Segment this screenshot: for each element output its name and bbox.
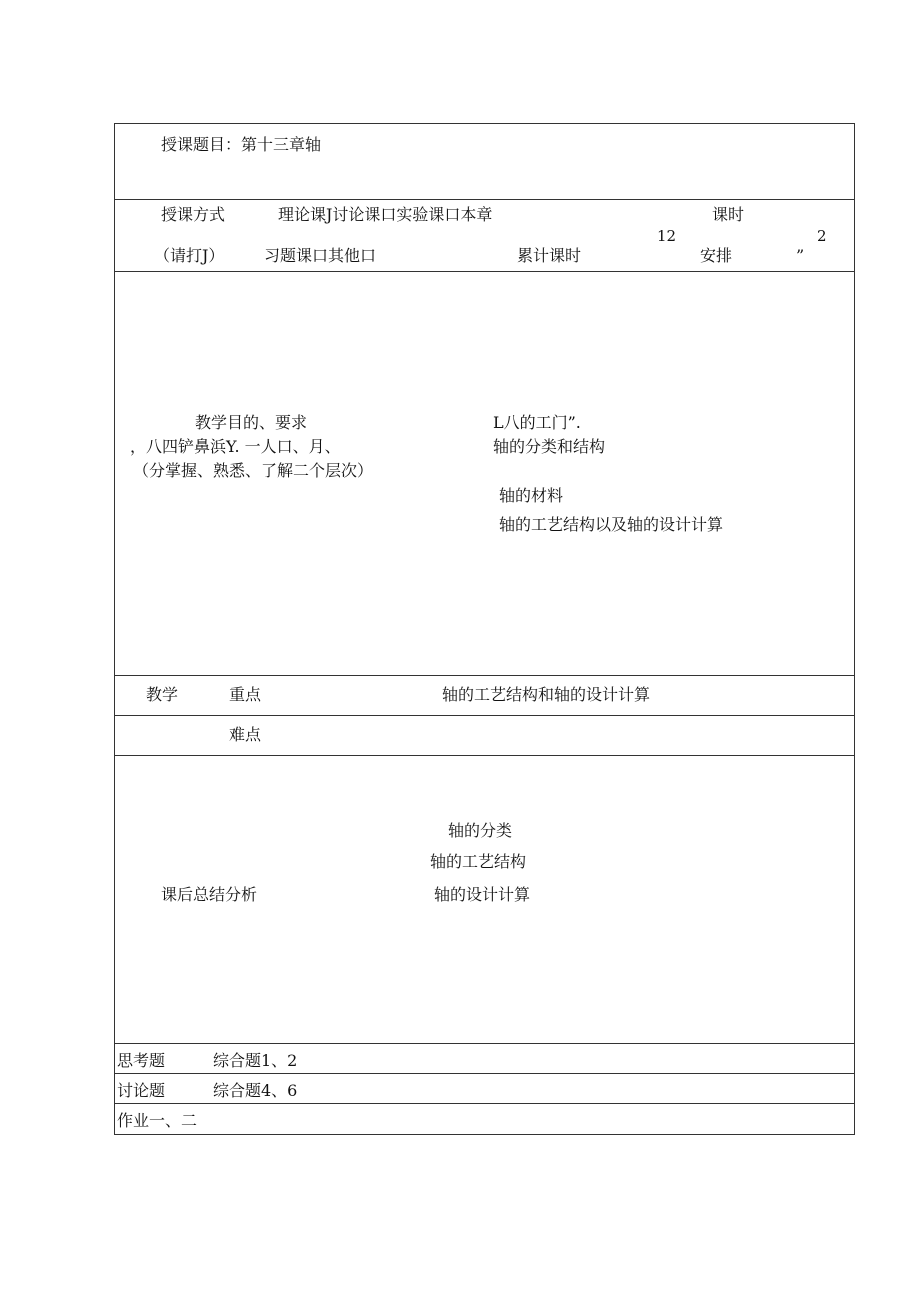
row-divider (114, 715, 855, 716)
hours-label: 课时 (712, 205, 745, 224)
method-options-line2: 习题课口其他口 (264, 246, 377, 265)
thinking-questions-value: 综合题1、2 (213, 1051, 298, 1070)
cumulative-hours-value: 12 (657, 227, 677, 245)
summary-item: 轴的分类 (448, 821, 513, 840)
row-divider (114, 1103, 855, 1104)
objective-item: 轴的工艺结构以及轴的设计计算 (499, 515, 724, 534)
objectives-label: 教学目的、要求 (195, 413, 308, 432)
summary-label: 课后总结分析 (161, 885, 258, 904)
row-divider (114, 755, 855, 756)
objective-item: 轴的分类和结构 (493, 437, 606, 456)
row-divider (114, 271, 855, 272)
row-divider (114, 675, 855, 676)
row-divider (114, 199, 855, 200)
method-label: 授课方式 (161, 205, 226, 224)
thinking-questions-label: 思考题 (117, 1051, 166, 1070)
course-topic: 授课题目：第十三章轴 (161, 135, 322, 154)
method-options-line1: 理论课J讨论课口实验课口本章 (278, 205, 493, 224)
discussion-questions-value: 综合题4、6 (213, 1081, 298, 1100)
objectives-label-line3: （分掌握、熟悉、了解二个层次） (133, 461, 374, 480)
discussion-questions-label: 讨论题 (117, 1081, 166, 1100)
cumulative-hours-label: 累计课时 (517, 246, 582, 265)
row-divider (114, 1073, 855, 1074)
difficult-point-label: 难点 (229, 725, 262, 744)
hours-arrangement-label: 安排 (700, 246, 733, 265)
hours-mark: ” (796, 246, 805, 265)
summary-item: 轴的工艺结构 (430, 852, 527, 871)
summary-item: 轴的设计计算 (434, 885, 531, 904)
homework-label: 作业一、二 (117, 1111, 198, 1130)
row-divider (114, 1043, 855, 1044)
lesson-plan-table (114, 123, 855, 1135)
objective-item: L八的工门”. (493, 413, 581, 432)
key-point-label: 重点 (229, 685, 262, 704)
hours-value: 2 (817, 227, 827, 245)
teaching-label: 教学 (146, 685, 179, 704)
objective-item: 轴的材料 (499, 486, 564, 505)
method-hint: （请打J） (154, 246, 225, 265)
key-point-value: 轴的工艺结构和轴的设计计算 (442, 685, 651, 704)
objectives-label-line2: ，八四铲鼻浜Y. 一人口、月、 (130, 437, 341, 456)
